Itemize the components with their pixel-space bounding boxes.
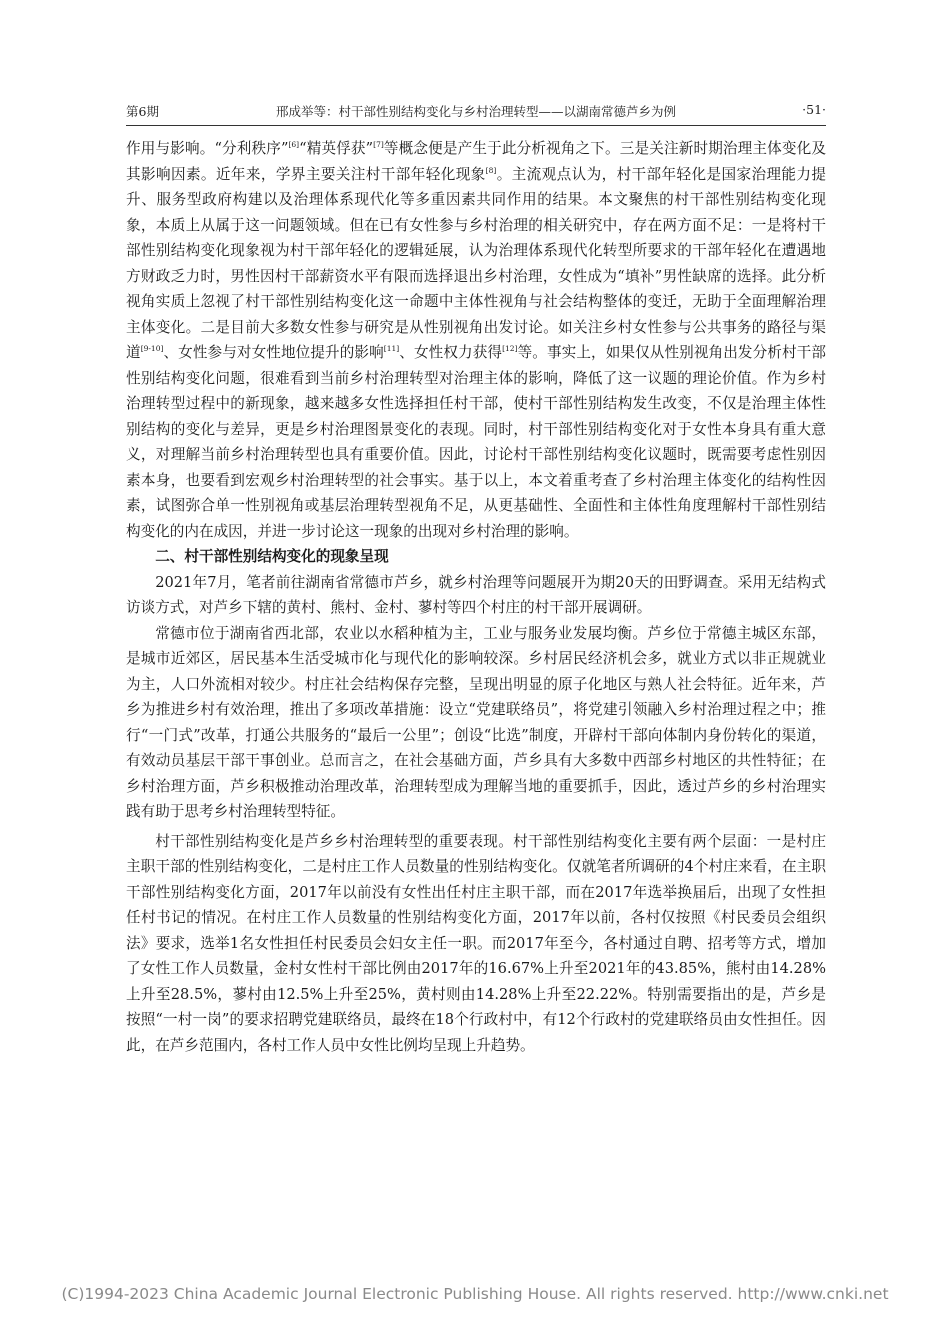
paragraph-continued	[126, 136, 826, 544]
citation-ref: [11]	[383, 344, 400, 354]
copyright-footer: (C)1994-2023 China Academic Journal Electronic Publishing House. All rights reserved. http://www.cnki.net	[61, 1285, 889, 1303]
citation-ref: [9-10]	[140, 344, 164, 354]
text-run: 、女性权力获得	[399, 344, 503, 361]
running-header	[126, 102, 826, 124]
article-body	[126, 136, 826, 1058]
text-run: 作用与影响。“分利秩序”	[126, 140, 289, 157]
page-number: ·51·	[802, 102, 826, 117]
header-rule	[126, 125, 826, 126]
text-run: 。主流观点认为，村干部年轻化是国家治理能力提升、服务型政府构建以及治理体系现代化等多重因素共同作用的结果。本文聚焦的村干部性别结构变化现象，本质上从属于这一问题领域。但在已有女性参与乡村治理的相关研究中，存在两方面不足：一是将村干部性别结构变化现象视为村干部年轻化的逻辑延展，认为治理体系现代化转型所要求的干部年轻化在遭遇地方财政乏力时，男性因村干部薪资水平有限而选择退出乡村治理，女性成为“填补”男性缺席的选择。此分析视角实质上忽视了村干部性别结构变化这一命题中主体性视角与社会结构整体的变迁，无助于全面理解治理主体变化。二是目前大多数女性参与研究是从性别视角出发讨论。如关注乡村女性参与公共事务的路径与渠道	[126, 165, 826, 361]
citation-ref: [8]	[485, 165, 497, 175]
citation-ref: [6]	[288, 140, 300, 150]
text-run: “精英俘获”	[299, 140, 374, 157]
paragraph-background: 常德市位于湖南省西北部，农业以水稻种植为主，工业与服务业发展均衡。芦乡位于常德主城区东部，是城市近郊区，居民基本生活受城市化与现代化的影响较深。乡村居民经济机会多，就业方式以非正规就业为主，人口外流相对较少。村庄社会结构保存完整，呈现出明显的原子化地区与熟人社会特征。近年来，芦乡为推进乡村有效治理，推出了多项改革措施：设立“党建联络员”，将党建引领融入乡村治理过程之中；推行“一门式”改革，打通公共服务的“最后一公里”；创设“比选”制度，开辟村干部向体制内身份转化的渠道，有效动员基层干部干事创业。总而言之，在社会基础方面，芦乡具有大多数中西部乡村地区的共性特征；在乡村治理方面，芦乡积极推动治理改革，治理转型成为理解当地的重要抓手，因此，透过芦乡的乡村治理实践有助于思考乡村治理转型特征。	[126, 624, 826, 820]
issue-number: 第6期	[126, 104, 159, 119]
paragraph-fieldwork: 2021年7月，笔者前往湖南省常德市芦乡，就乡村治理等问题展开为期20天的田野调查。采用无结构式访谈方式，对芦乡下辖的黄村、熊村、金村、蓼村等四个村庄的村干部开展调研。	[126, 573, 826, 616]
text-run: 等概念便是产生于此分析视角之下。三是关注新时期治理主体变化及其影响因素。近年来，学界主要关注村干部年轻化现象	[126, 140, 826, 183]
text-run: 、女性参与对女性地位提升的影响	[163, 344, 384, 361]
section-heading: 二、村干部性别结构变化的现象呈现	[155, 548, 389, 565]
citation-ref: [12]	[502, 344, 518, 354]
running-title: 邢成举等：村干部性别结构变化与乡村治理转型——以湖南常德芦乡为例	[275, 104, 676, 119]
text-run: 等。事实上，如果仅从性别视角出发分析村干部性别结构变化问题，很难看到当前乡村治理转型对治理主体的影响，降低了这一议题的理论价值。作为乡村治理转型过程中的新现象，越来越多女性选择担任村干部，使村干部性别结构发生改变，不仅是治理主体性别结构的变化与差异，更是乡村治理图景变化的表现。同时，村干部性别结构变化对于女性本身具有重大意义，对理解当前乡村治理转型也具有重要价值。因此，讨论村干部性别结构变化议题时，既需要考虑性别因素本身，也要看到宏观乡村治理转型的社会事实。基于以上，本文着重考查了乡村治理主体变化的结构性因素，试图弥合单一性别视角或基层治理转型视角不足，从更基础性、全面性和主体性角度理解村干部性别结构变化的内在成因，并进一步讨论这一现象的出现对乡村治理的影响。	[126, 344, 826, 540]
paragraph-gender-change: 村干部性别结构变化是芦乡乡村治理转型的重要表现。村干部性别结构变化主要有两个层面：一是村庄主职干部的性别结构变化，二是村庄工作人员数量的性别结构变化。仅就笔者所调研的4个村庄来看，在主职干部性别结构变化方面，2017年以前没有女性出任村庄主职干部，而在2017年选举换届后，出现了女性担任村书记的情况。在村庄工作人员数量的性别结构变化方面，2017年以前，各村仅按照《村民委员会组织法》要求，选举1名女性担任村民委员会妇女主任一职。而2017年至今，各村通过自聘、招考等方式，增加了女性工作人员数量，金村女性村干部比例由2017年的16.67%上升至2021年的43.85%，熊村由14.28%上升至28.5%，蓼村由12.5%上升至25%，黄村则由14.28%上升至22.22%。特别需要指出的是，芦乡是按照“一村一岗”的要求招聘党建联络员，最终在18个行政村中，有12个行政村的党建联络员由女性担任。因此，在芦乡范围内，各村工作人员中女性比例均呈现上升趋势。	[126, 832, 826, 1054]
citation-ref: [7]	[373, 140, 384, 150]
